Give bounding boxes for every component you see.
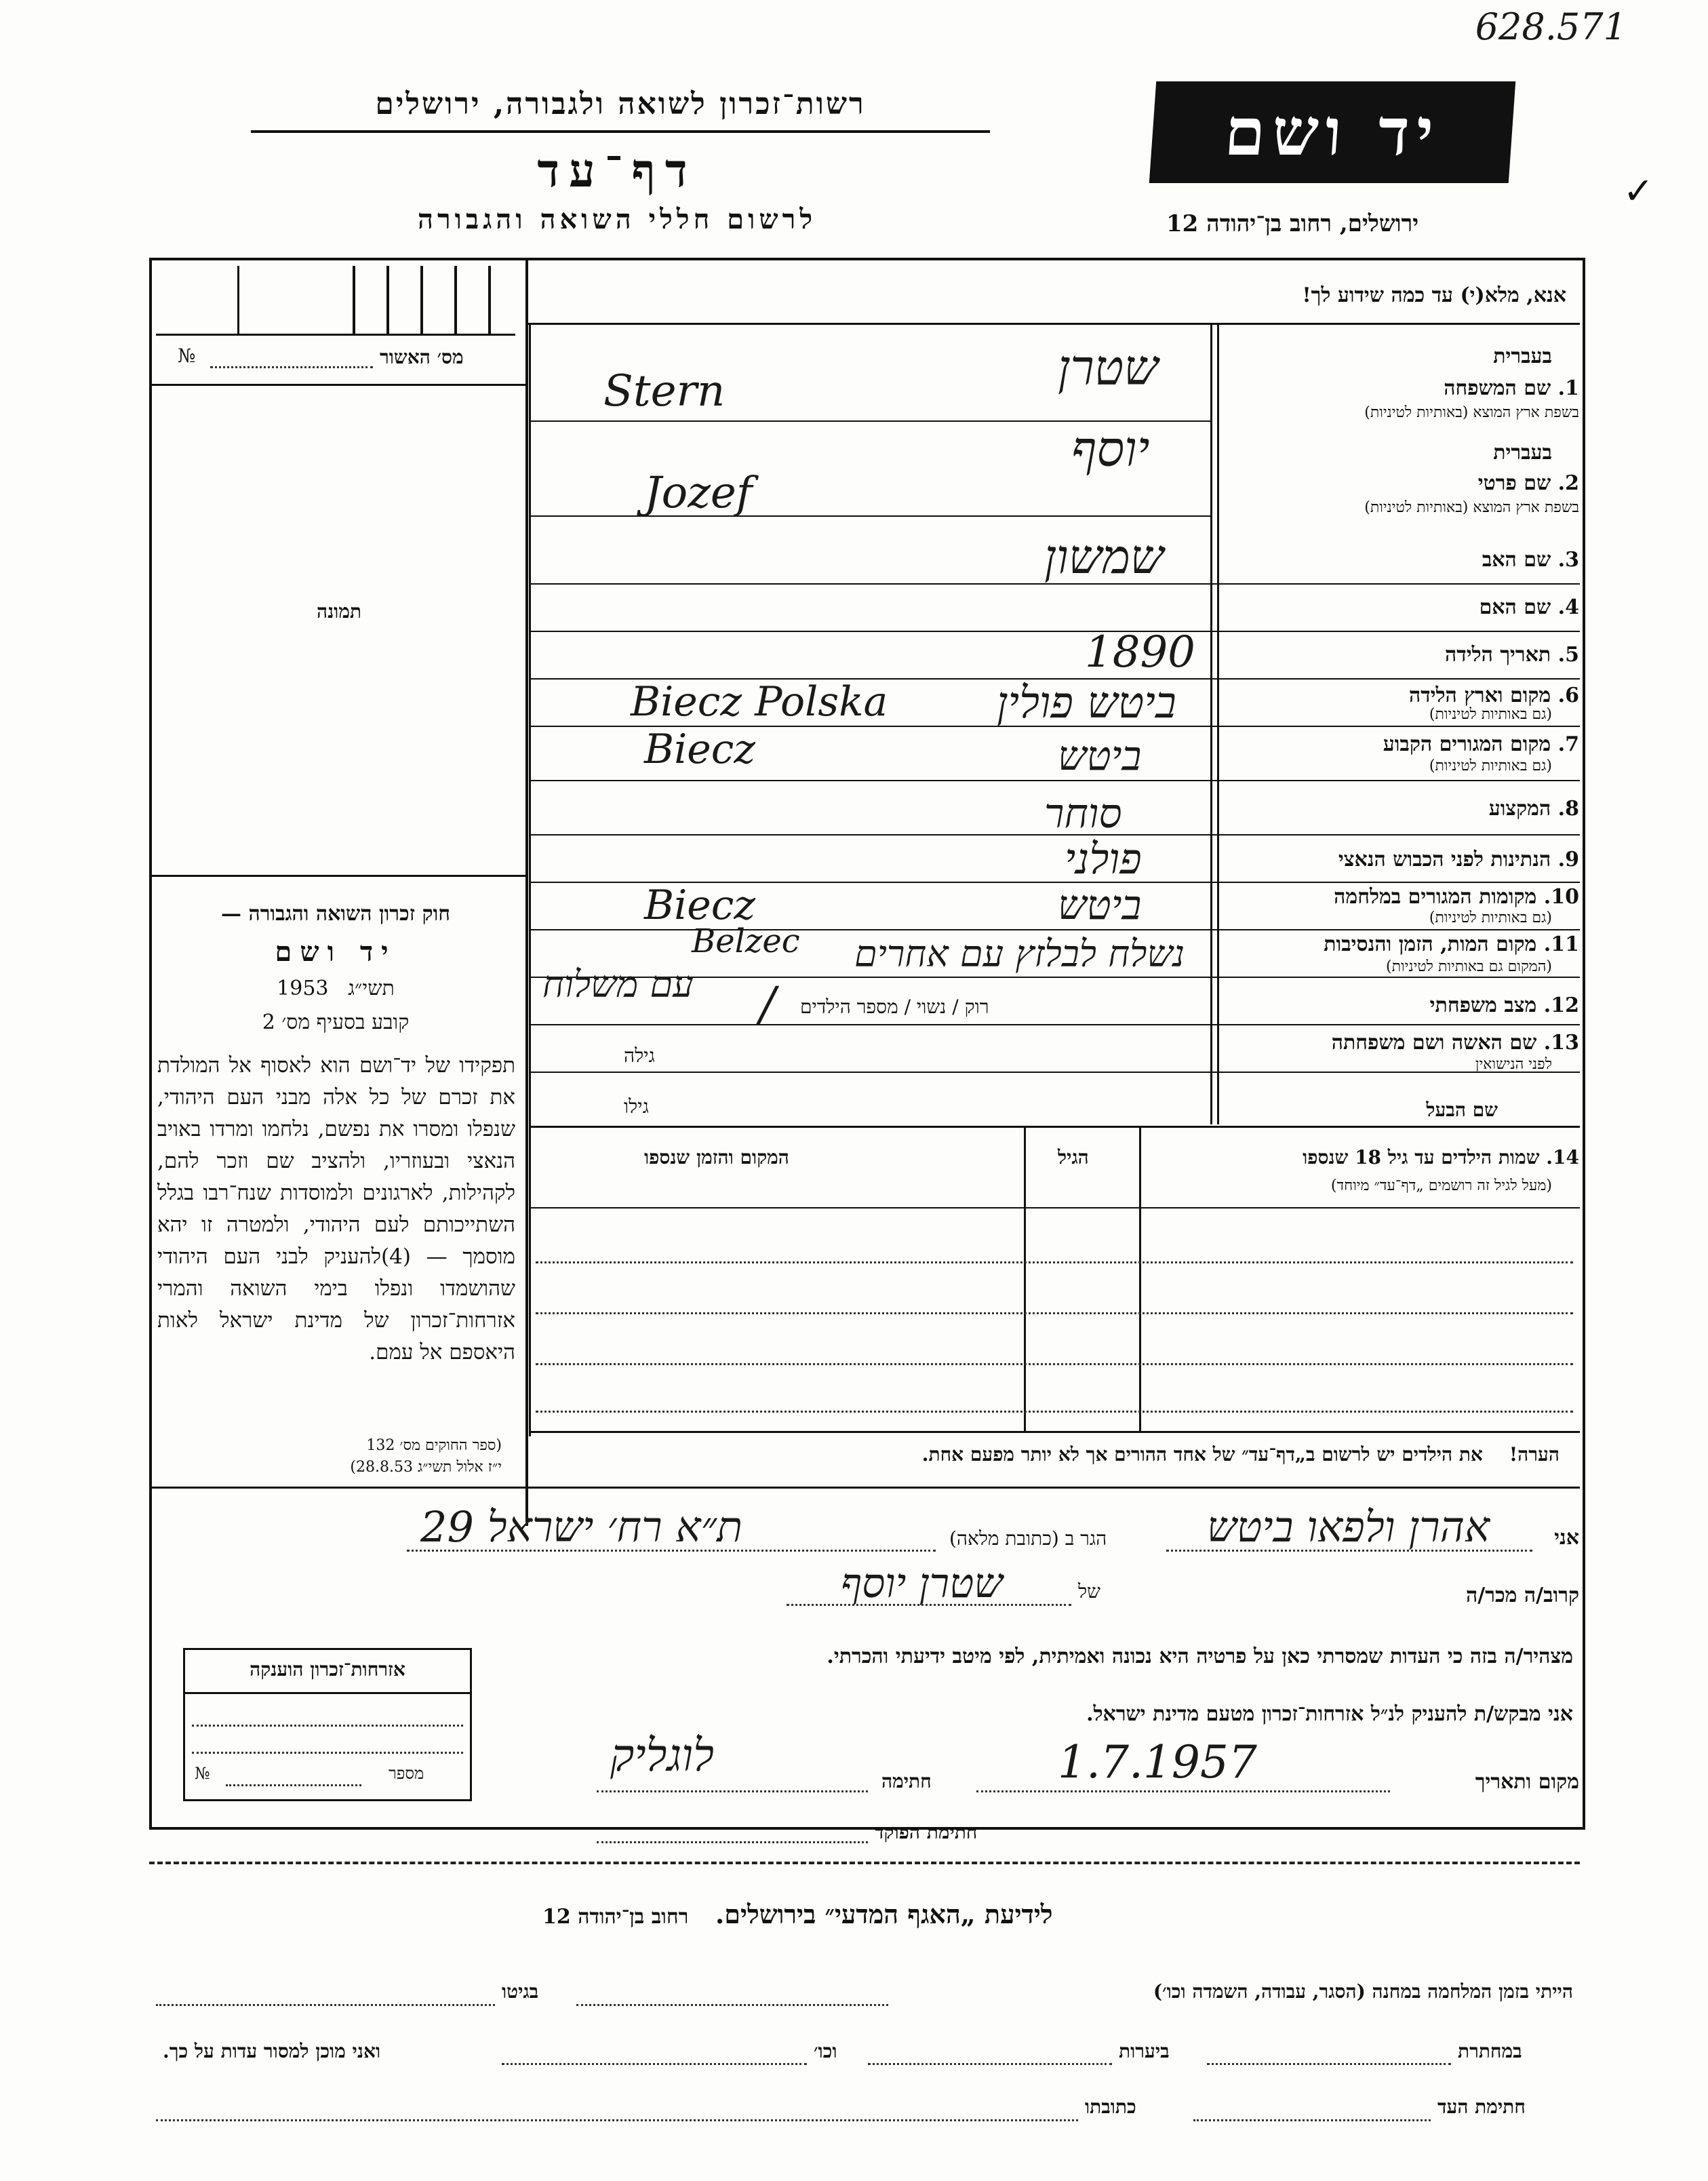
field-14-place-header: המקום והזמן שנספו (644, 1146, 789, 1168)
label-column-divider (1217, 324, 1219, 1124)
field-13-label: 13. שם האשה ושם משפחתה (1331, 1031, 1579, 1055)
field-6-hebrew-value: ביטש פולין (997, 678, 1176, 728)
field-5-value: 1890 (1085, 627, 1195, 677)
footer-line-2a: במחתרת (1458, 2040, 1522, 2062)
footer-line-2b: ביערות (1119, 2040, 1170, 2062)
header-rule (251, 130, 990, 133)
citizenship-box (183, 1648, 472, 1801)
footer-line-3b: כתובתו (1085, 2096, 1136, 2118)
approval-rule (151, 384, 525, 386)
clerk-signature-label: חתימת הפוקד (875, 1821, 978, 1843)
citizenship-no-label: № (195, 1764, 210, 1783)
of-value: שטרן יוסף (841, 1560, 1003, 1607)
field-9-value: פולני (1065, 834, 1142, 884)
field-10-note: (גם באותיות לטיניות) (1429, 909, 1552, 926)
archive-number: 628.571 (1475, 5, 1627, 48)
signature-value: לוגליק (610, 1729, 715, 1782)
signature-label: חתימה (881, 1770, 932, 1792)
declarant-name: אהרן ולפאו ביטש (1207, 1502, 1490, 1552)
field-6-label: 6. מקום וארץ הלידה (1408, 684, 1579, 707)
law-yad-vashem: יד ושם (275, 936, 397, 968)
field-3-value: שמשון (1044, 529, 1164, 585)
request-text: אני מבקש/ת להעניק לנ״ל אזרחות־זכרון מטעם מדינת ישראל. (1086, 1702, 1573, 1726)
note-text: את הילדים יש לרשום ב„דף־עד״ של אחד ההורים אך לא יותר מפעם אחת. (921, 1443, 1483, 1466)
field-11-latin-value: Belzec (692, 922, 800, 960)
field-11-extra-value: עם משלוח (542, 963, 694, 1006)
field-1-note: בשפת ארץ המוצא (באותיות לטיניות) (1364, 404, 1579, 421)
footer-line-3a: חתימת העד (1437, 2096, 1526, 2118)
field-12-label: 12. מצב משפחתי (1429, 994, 1579, 1017)
footer-line-2d: ואני מוכן למסור עדות על כך. (163, 2040, 381, 2062)
value-column-left (529, 324, 531, 1436)
declarant-address: ת״א רח׳ ישראל 29 (420, 1502, 742, 1552)
page-subtitle: לרשום חללי השואה והגבורה (417, 203, 817, 235)
in-hebrew-label-2: בעברית (1493, 441, 1552, 465)
field-2-latin-value: Jozef (644, 468, 753, 518)
field-13-husband-age-label: גילו (624, 1095, 649, 1118)
field-12-mark: / (759, 977, 776, 1032)
field-8-value: סוחר (1044, 790, 1122, 838)
relation-label: קרוב/ה מכר/ה (1466, 1584, 1579, 1607)
note-label: הערה! (1509, 1443, 1560, 1466)
approval-line (210, 366, 373, 368)
law-body: תפקידו של יד־ושם הוא לאסוף אל המולדת את זכרם של כל אלה מבני העם היהודי, שנפלו ומסרו את נפשם, נלחמו ומרדו באויב הנאצי ובעוזריו, ולהציב שם וזכר להם, לקהילות, לארגונים ולמוסדות שנח־רבו בגלל השתייכותם לעם היהודי, ולמטרה זו יהא מוסמך — (4)להעניק לבני העם היהודי שהושמדו ונפלו בימי השואה והמרי אזרחות־זכרון של מדינת ישראל לאות היאספם אל עמם. (157, 1053, 515, 1364)
instruction-rule (527, 323, 1580, 325)
footer-line-1b: בגיטו (502, 1980, 539, 2003)
citizenship-title: אזרחות־זכרון הוענקה (250, 1658, 405, 1681)
field-4-label: 4. שם האם (1479, 595, 1579, 619)
logo-text: יד ושם (1222, 94, 1443, 170)
field-14-age-header: הגיל (1058, 1146, 1089, 1168)
citizenship-number-label: מספר (389, 1764, 424, 1783)
declarant-i-label: אני (1554, 1526, 1579, 1550)
field-6-note: (גם באותיות לטיניות) (1429, 706, 1552, 723)
field-7-label: 7. מקום המגורים הקבוע (1383, 732, 1579, 756)
field-11-hebrew-value: נשלח לבלזץ עם אחרים (854, 932, 1185, 975)
label-column-divider-2 (1210, 324, 1212, 1124)
law-year (156, 977, 515, 1000)
form-instruction: אנא, מלא(י) עד כמה שידוע לך! (1302, 283, 1566, 307)
field-1-hebrew-value: שטרן (1058, 339, 1159, 396)
footer-title: לידיעת „האגף המדעי״ בירושלים. רחוב בן־יהודה 12 (542, 1899, 1053, 1929)
field-6-latin-value: Biecz Polska (631, 678, 888, 726)
field-12-options: רוק / נשוי / מספר הילדים (800, 996, 989, 1018)
place-date-label: מקום ותאריך (1475, 1770, 1579, 1794)
field-14-label: 14. שמות הילדים עד גיל 18 שנספו (1303, 1146, 1579, 1168)
law-section: קובע בסעיף מס׳ 2 (262, 1010, 410, 1034)
field-9-label: 9. הנתינות לפני הכבוש הנאצי (1338, 848, 1579, 871)
field-1-latin-value: Stern (603, 366, 726, 416)
field-7-note: (גם באותיות לטיניות) (1429, 758, 1552, 774)
place-date-value: 1.7.1957 (1058, 1736, 1257, 1788)
field-11-note: (המקום גם באותיות לטיניות) (1386, 958, 1552, 975)
footer-line-1a: הייתי בזמן המלחמה במחנה (הסגר, עבודה, השמדה וכו׳) (1153, 1980, 1573, 2003)
field-2-note: בשפת ארץ המוצא (באותיות לטיניות) (1364, 499, 1579, 516)
field-10-hebrew-value: ביטש (1058, 882, 1142, 929)
note-line (536, 1443, 1560, 1466)
field-1-label: 1. שם המשפחה (1444, 376, 1579, 400)
of-label: של (1078, 1580, 1100, 1603)
law-ref-1: (ספר החוקים מס׳ 132 (366, 1437, 502, 1454)
field-11-label: 11. מקום המות, הזמן והנסיבות (1324, 932, 1579, 956)
field-2-hebrew-value: יוסף (1071, 420, 1150, 477)
approval-label: מס׳ האשור (380, 346, 464, 368)
field-2-label: 2. שם פרטי (1477, 471, 1579, 495)
cut-line (149, 1862, 1580, 1864)
declarant-resides-label: הגר ב (כתובת מלאה) (949, 1527, 1107, 1550)
field-14-note: (מעל לגיל זה רושמים „דף־עד״ מיוחד) (1330, 1177, 1552, 1194)
photo-rule (151, 875, 525, 877)
barcode-boxes (156, 266, 515, 334)
field-10-label: 10. מקומות המגורים במלחמה (1334, 885, 1579, 909)
law-ref-2: י״ז אלול תשי״ג 28.8.53) (350, 1459, 502, 1476)
photo-label: תמונה (316, 600, 362, 623)
declaration-text: מצהיר/ה בזה כי העדות שמסרתי כאן על פרטיה היא נכונה ואמיתית, לפי מיטב ידיעתי והכרתי. (827, 1645, 1573, 1668)
yad-vashem-logo (1149, 81, 1515, 183)
field-10-latin-value: Biecz (644, 882, 756, 929)
field-7-hebrew-value: ביטש (1058, 732, 1142, 780)
law-year-gregorian: 1953 (277, 977, 329, 1000)
field-8-label: 8. המקצוע (1488, 797, 1579, 821)
field-7-latin-value: Biecz (644, 726, 756, 773)
in-hebrew-label-1: בעברית (1493, 345, 1552, 368)
check-mark: ✓ (1623, 170, 1654, 212)
address: ירושלים, רחוב בן־יהודה 12 (1166, 210, 1419, 237)
law-year-hebrew: תשי״ג (348, 977, 395, 1000)
footer-line-2c: וכו׳ (814, 2040, 837, 2062)
field-13-wife-age-label: גילה (624, 1044, 655, 1067)
page-title: דף־עד (537, 144, 697, 198)
column-divider (525, 258, 528, 1526)
law-title: חוק זכרון השואה והגבורה — (221, 902, 450, 926)
field-13-husband-label: שם הבעל (1426, 1099, 1498, 1121)
org-name: רשות־זכרון לשואה ולגבורה, ירושלים (375, 87, 866, 121)
field-13-note: לפני הנישואין (1475, 1056, 1552, 1073)
field-5-label: 5. תאריך הלידה (1445, 643, 1579, 667)
approval-no-label: № (178, 345, 196, 367)
field-3-label: 3. שם האב (1482, 548, 1579, 572)
